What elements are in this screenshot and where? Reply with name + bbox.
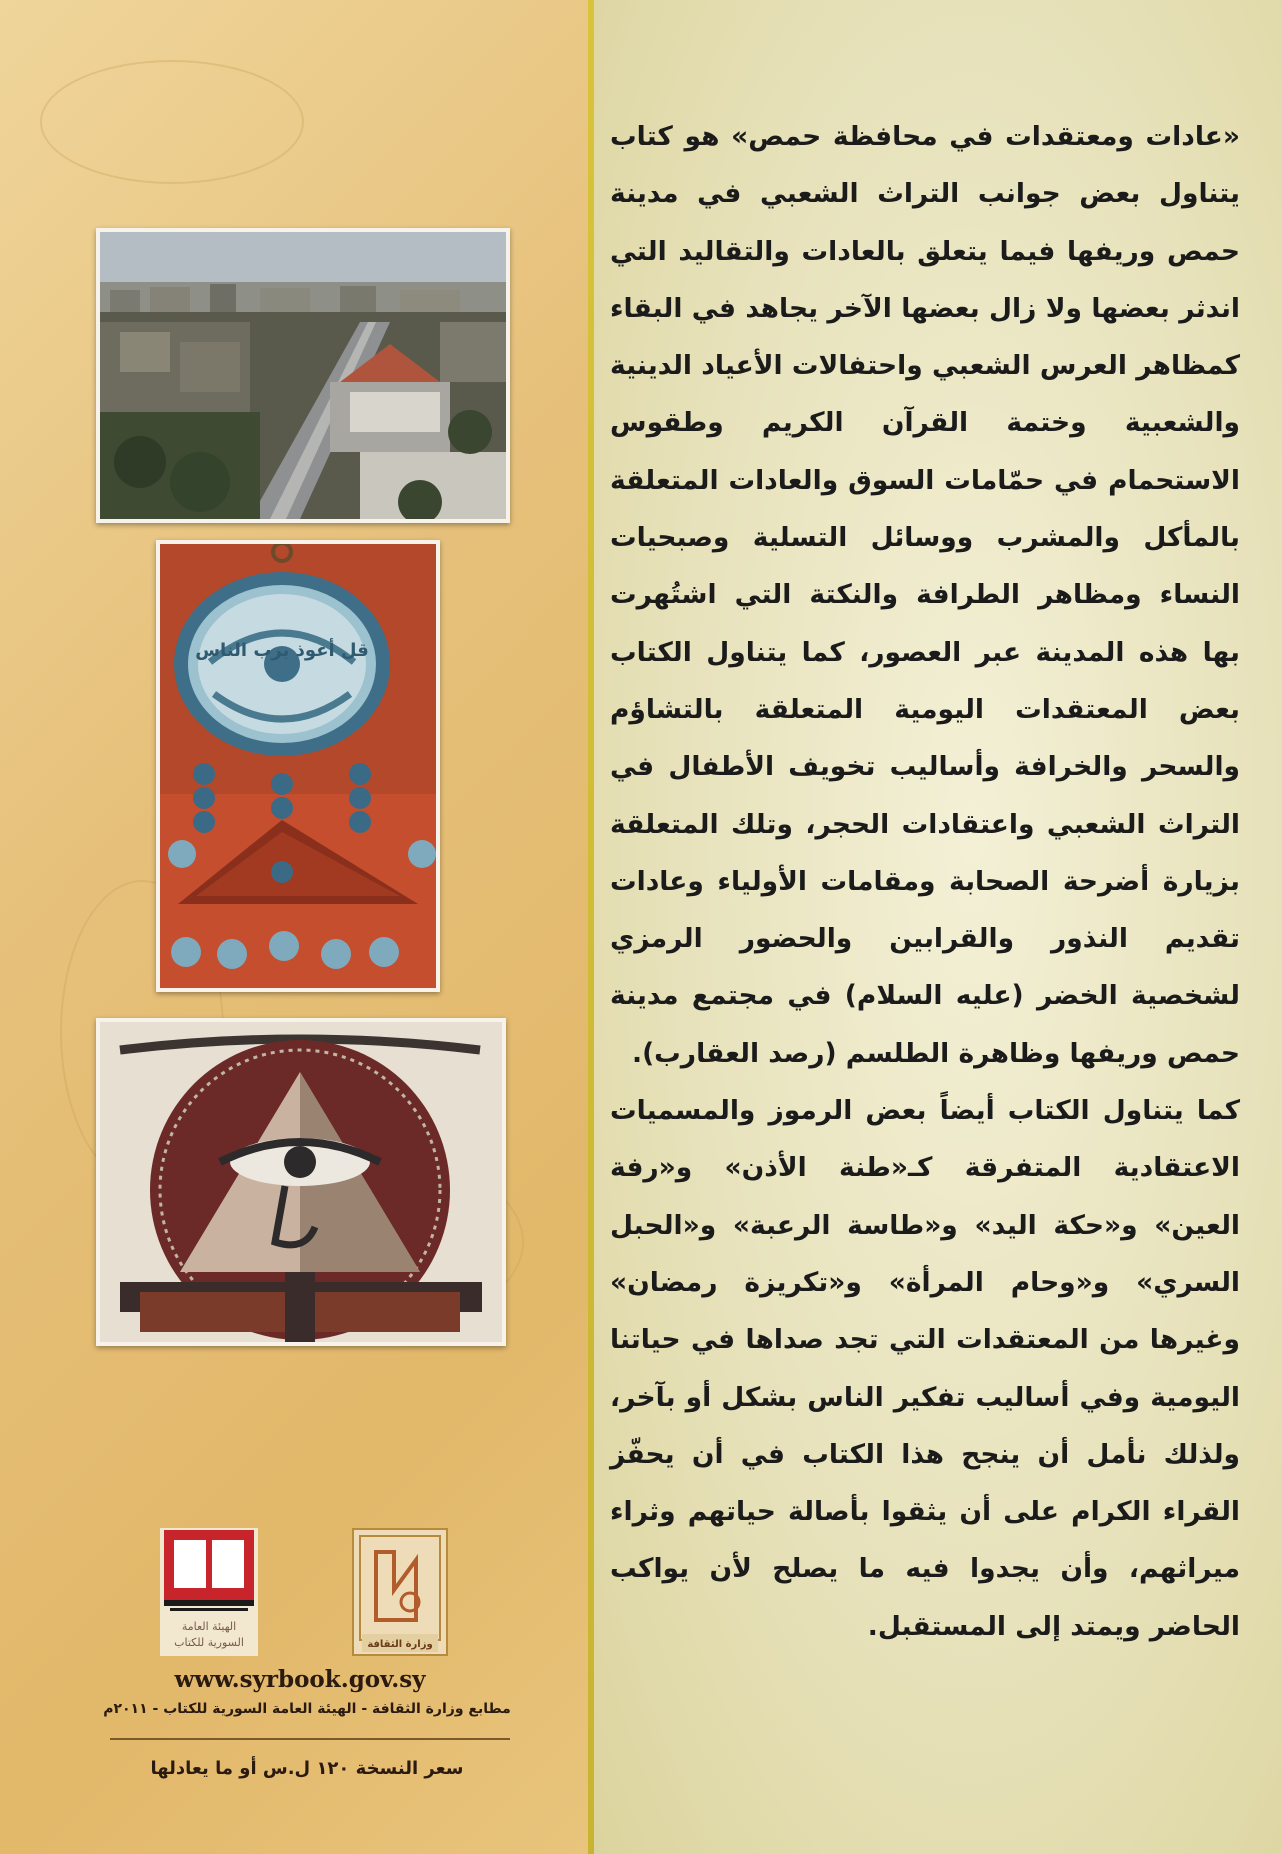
gob-logo-label-line2: السورية للكتاب: [174, 1636, 244, 1649]
ministry-logo-image: [354, 1530, 446, 1654]
decorative-swirl: [40, 60, 304, 184]
price-label: سعر النسخة ١٢٠ ل.س أو ما يعادلها: [150, 1758, 464, 1779]
amulet-photo: [156, 540, 440, 992]
amulet-inscription: قل أعوذ برب الناس: [195, 640, 369, 661]
printer-credit: مطابع وزارة الثقافة - الهيئة العامة السورية للكتاب - ٢٠١١م: [103, 1701, 511, 1717]
description-paragraph-1: «عادات ومعتقدات في محافظة حمص» هو كتاب يتناول بعض جوانب التراث الشعبي في مدينة حمص وريفها فيما يتعلق بالعادات والتقاليد التي اندثر بعضها ولا زال بعضها الآخر يجاهد في البقاء كمظاهر العرس الشعبي واحتفالات الأعياد الدينية والشعبية وختمة القرآن الكريم وطقوس الاستحمام في حمّامات السوق والعادات المتعلقة بالمأكل والمشرب ووسائل التسلية وصبحيات النساء ومظاهر الطرافة والنكتة التي اشتُهرت بها هذه المدينة عبر العصور، كما يتناول الكتاب بعض المعتقدات اليومية المتعلقة بالتشاؤم والسحر والخرافة وأساليب تخويف الأطفال في التراث الشعبي واعتقادات الحجر، وتلك المتعلقة بزيارة أضرحة الصحابة ومقامات الأولياء وعادات تقديم النذور والقرابين والحضور الرمزي لشخصية الخضر (عليه السلام) في مجتمع مدينة حمص وريفها وظاهرة الطلسم (رصد العقارب).: [610, 121, 1240, 1069]
amulet-image: [160, 544, 436, 988]
back-cover-description: [610, 108, 1240, 1655]
description-paragraph-2: كما يتناول الكتاب أيضاً بعض الرموز والمسميات الاعتقادية المتفرقة كـ«طنة الأذن» و«رفة العين» و«حكة اليد» و«طاسة الرعبة» و«الحبل السري» و«وحام المرأة» و«تكريزة رمضان» وغيرها من المعتقدات التي تجد صداها في حياتنا اليومية وفي أساليب تفكير الناس بشكل أو بآخر، ولذلك نأمل أن ينجح هذا الكتاب في أن يحفّز القراء الكرام على أن يثقوا بأصالة حياتهم وثراء ميراثهم، وأن يجدوا فيه ما يصلح لأن يواكب الحاضر ويمتد إلى المستقبل.: [610, 1095, 1240, 1642]
city-aerial-photo: [96, 228, 510, 523]
ministry-logo-label: وزارة الثقافة: [367, 1639, 433, 1650]
footer-divider: [110, 1738, 510, 1740]
city-aerial-image: [100, 232, 506, 519]
eye-pyramid-image: [100, 1022, 502, 1342]
gob-logo-image: [160, 1528, 258, 1656]
gob-logo-label-line1: الهيئة العامة: [181, 1620, 237, 1633]
gob-logo: [160, 1528, 258, 1656]
website-url[interactable]: www.syrbook.gov.sy: [174, 1666, 426, 1693]
eye-pyramid-photo: [96, 1018, 506, 1346]
ministry-of-culture-logo: [352, 1528, 448, 1656]
